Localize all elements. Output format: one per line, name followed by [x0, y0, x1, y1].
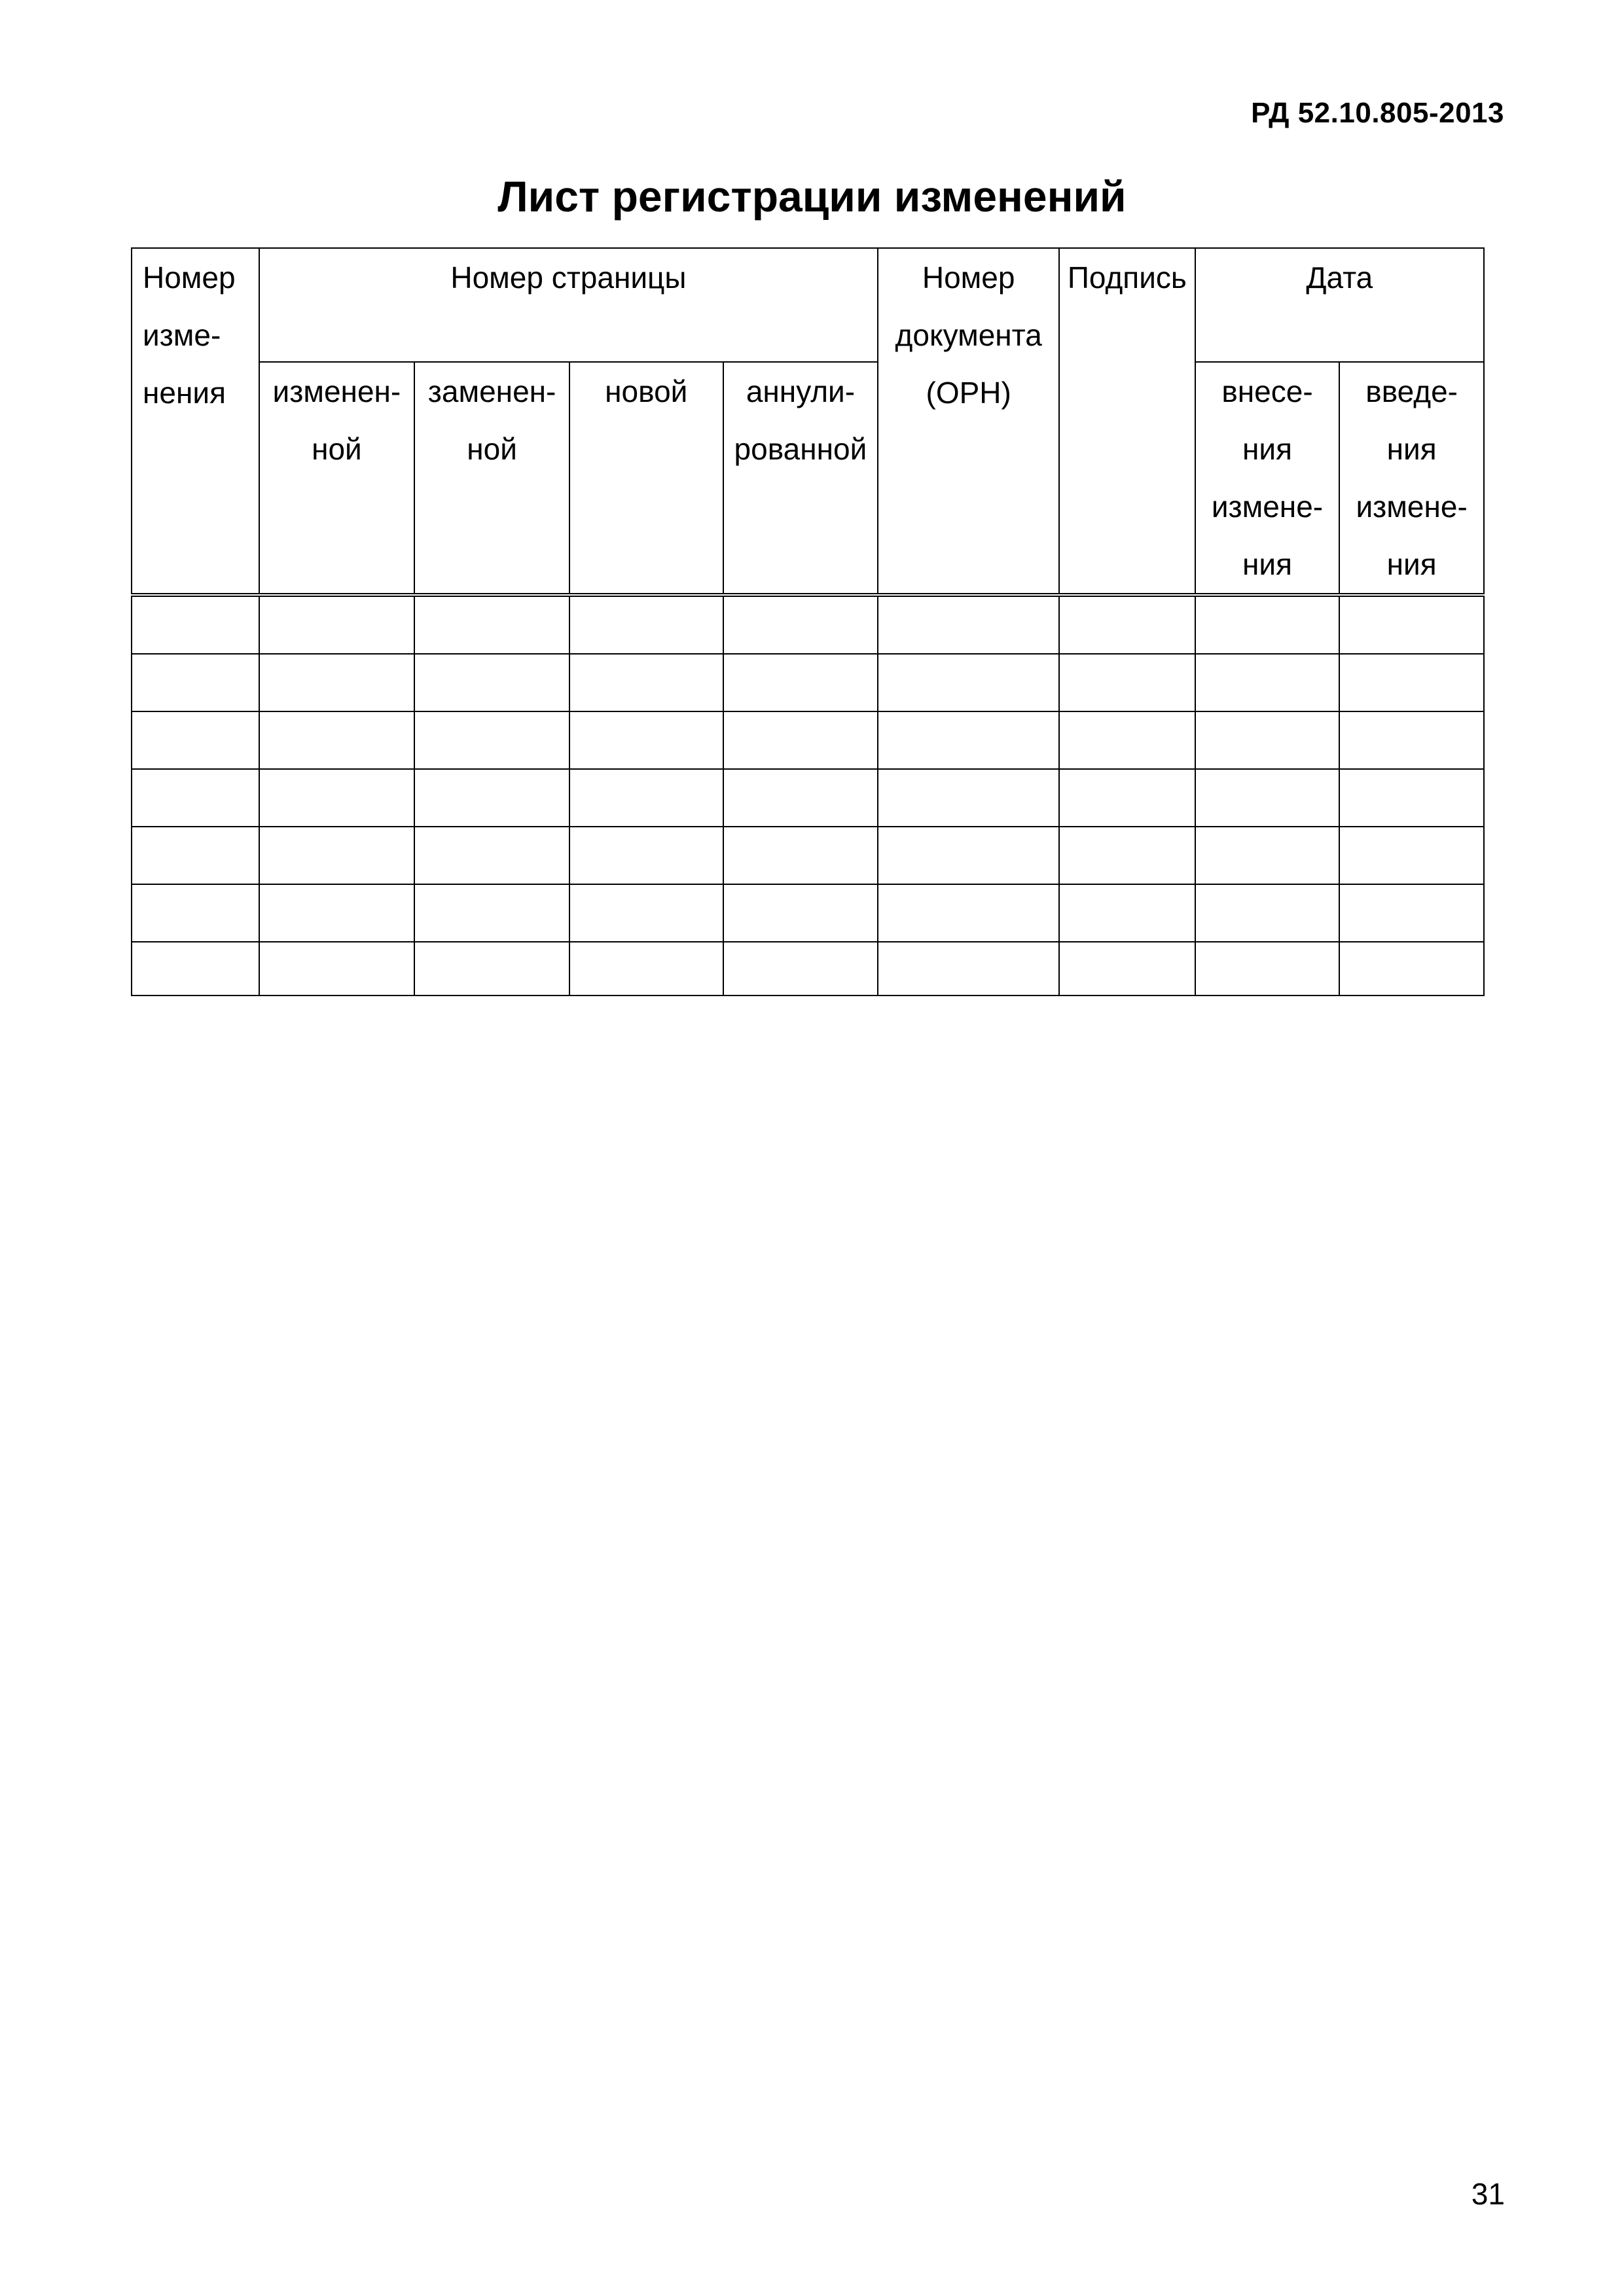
table-cell: [878, 711, 1059, 769]
header-page-number-group: Номер страницы: [259, 248, 878, 362]
header-change-number: Номер изме- нения: [132, 248, 259, 595]
table-row: [132, 595, 1484, 654]
page-number: 31: [1471, 2177, 1505, 2211]
table-cell: [1339, 827, 1484, 884]
table-cell: [569, 711, 723, 769]
table-row: [132, 827, 1484, 884]
table-row: [132, 711, 1484, 769]
table-cell: [878, 595, 1059, 654]
table-cell: [414, 769, 569, 827]
table-cell: [1195, 769, 1340, 827]
table-cell: [1195, 942, 1340, 996]
table-cell: [569, 654, 723, 711]
header-changed-page: изменен- ной: [259, 362, 415, 595]
table-cell: [878, 942, 1059, 996]
table-cell: [878, 884, 1059, 942]
table-cell: [414, 654, 569, 711]
header-replaced-page: заменен- ной: [414, 362, 569, 595]
table-cell: [1339, 884, 1484, 942]
table-cell: [414, 711, 569, 769]
table-cell: [132, 595, 259, 654]
table-cell: [569, 827, 723, 884]
change-registration-table: [131, 247, 1485, 996]
table-cell: [259, 654, 415, 711]
table-cell: [1059, 942, 1195, 996]
table-cell: [132, 711, 259, 769]
table-cell: [414, 884, 569, 942]
table-cell: [414, 595, 569, 654]
table-cell: [259, 595, 415, 654]
header-new-page: новой: [569, 362, 723, 595]
page-title: Лист регистрации изменений: [497, 172, 1127, 221]
table-cell: [1059, 884, 1195, 942]
table-cell: [1339, 769, 1484, 827]
header-document-number: Номер документа (ОРН): [878, 248, 1059, 595]
table-row: [132, 654, 1484, 711]
table-cell: [878, 827, 1059, 884]
table-cell: [723, 769, 878, 827]
table-cell: [723, 711, 878, 769]
table-cell: [1339, 711, 1484, 769]
table-cell: [1195, 827, 1340, 884]
table-cell: [259, 827, 415, 884]
table-cell: [878, 769, 1059, 827]
table-cell: [723, 595, 878, 654]
header-annulled-page: аннули- рованной: [723, 362, 878, 595]
table-cell: [569, 942, 723, 996]
table-cell: [1059, 654, 1195, 711]
table-cell: [132, 827, 259, 884]
table-cell: [569, 595, 723, 654]
table-cell: [1195, 654, 1340, 711]
table-cell: [1339, 654, 1484, 711]
header-date-entered: внесе- ния измене- ния: [1195, 362, 1340, 595]
table-cell: [1059, 595, 1195, 654]
table-cell: [723, 827, 878, 884]
header-date-introduced: введе- ния измене- ния: [1339, 362, 1484, 595]
table-cell: [259, 942, 415, 996]
table-row: [132, 884, 1484, 942]
table-cell: [569, 769, 723, 827]
table-cell: [1195, 595, 1340, 654]
table-cell: [132, 884, 259, 942]
table-cell: [259, 769, 415, 827]
header-date-group: Дата: [1195, 248, 1484, 362]
table-cell: [1339, 595, 1484, 654]
table-cell: [132, 942, 259, 996]
table-row: [132, 769, 1484, 827]
table-cell: [723, 884, 878, 942]
table-cell: [259, 711, 415, 769]
table-cell: [1195, 884, 1340, 942]
table-cell: [1339, 942, 1484, 996]
header-signature: Подпись: [1059, 248, 1195, 595]
table-cell: [414, 827, 569, 884]
table-cell: [723, 654, 878, 711]
table-cell: [132, 769, 259, 827]
table-cell: [1195, 711, 1340, 769]
table-cell: [878, 654, 1059, 711]
table-row: [132, 942, 1484, 996]
table-cell: [414, 942, 569, 996]
table-cell: [1059, 827, 1195, 884]
table-cell: [132, 654, 259, 711]
table-cell: [723, 942, 878, 996]
table-cell: [569, 884, 723, 942]
table-cell: [259, 884, 415, 942]
document-code: РД 52.10.805-2013: [1251, 97, 1504, 129]
table-cell: [1059, 711, 1195, 769]
table-cell: [1059, 769, 1195, 827]
